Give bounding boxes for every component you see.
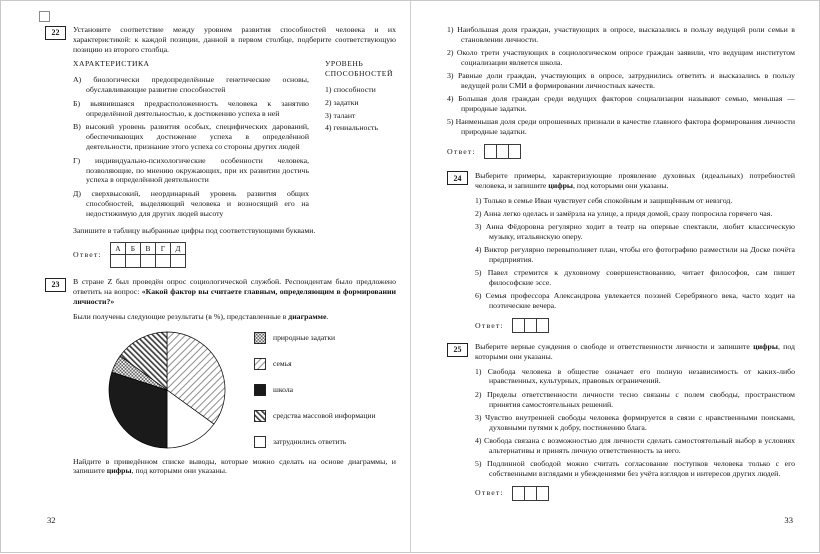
- answer-cell: [484, 144, 497, 159]
- item-text: Павел стремится к духовному совершенствованию, читает философов, сам пишет философские эссе.: [487, 268, 795, 288]
- answer-cells: [484, 144, 521, 159]
- characteristic-item: [73, 156, 309, 185]
- characteristic-item: [73, 189, 309, 218]
- answer-label: Ответ:: [475, 320, 504, 330]
- item-text: Свобода человека в обществе означает его полную независимость от каких-либо нравственных, культурных, правовых ограничений.: [487, 366, 796, 386]
- find-bold: цифры: [106, 466, 132, 476]
- intro-text: Выберите примеры, характеризующие проявление духовных (идеальных) потребностей человека, и запишите: [475, 170, 795, 190]
- item-letter: В): [73, 122, 81, 132]
- item-text: Подлинной свободой можно считать согласование поступков человека только с его собственными взглядами и убеждениями без учёта взглядов и интересов других людей.: [487, 459, 796, 478]
- item-number: 2): [475, 208, 482, 218]
- answer-cell: [509, 144, 521, 159]
- chart-legend: [254, 329, 376, 451]
- find-tail: , под которыми они указаны.: [131, 466, 227, 476]
- item-letter: Б): [73, 98, 81, 108]
- level-item: 3) талант: [325, 110, 356, 120]
- legend-label: затруднились ответить: [273, 436, 347, 446]
- item-text: выявившаяся предрасположенность человека к занятию определённой деятельностью, к достижению успеха в ней: [86, 98, 309, 118]
- pie-chart-block: [73, 329, 396, 451]
- intro-bold: цифры: [548, 180, 574, 190]
- answer-cell: [497, 144, 509, 159]
- page-right: [411, 1, 820, 554]
- answer-table-blanks: [110, 255, 185, 268]
- legend-label: природные задатки: [273, 332, 336, 342]
- results-period: .: [326, 311, 329, 321]
- answer-blank-cell: [140, 255, 155, 268]
- item-letter: Д): [73, 189, 81, 199]
- answer-label: Ответ:: [73, 250, 102, 260]
- intro-text: Выберите верные суждения о свободе и ответственности личности и запишите: [475, 342, 754, 352]
- task-25-intro: [475, 342, 795, 362]
- item-letter: Г): [73, 155, 81, 165]
- option-item: [475, 291, 795, 311]
- option-item: [475, 209, 795, 219]
- item-number: 6): [475, 291, 482, 301]
- item-number: 1): [447, 25, 454, 34]
- intro-question-bold: «Какой фактор вы считаете главным, определяющим в формировании личности?»: [73, 287, 397, 306]
- option-item: [447, 117, 795, 137]
- answer-letter-cell: Б: [125, 243, 140, 255]
- item-number: 2): [475, 389, 482, 399]
- item-letter: А): [73, 75, 82, 85]
- answer-blank-cell: [110, 255, 125, 268]
- task-22-note: Запишите в таблицу выбранные цифры под соответствующими буквами.: [73, 225, 316, 235]
- legend-item: [254, 332, 376, 344]
- task-25: [447, 342, 795, 501]
- legend-swatch-undecided: [254, 436, 266, 448]
- characteristic-item: [73, 122, 309, 151]
- option-item: [475, 367, 795, 387]
- task-24-intro: [475, 171, 795, 191]
- legend-swatch-mass-media: [254, 410, 266, 422]
- option-item: [475, 390, 795, 410]
- intro-tail: , под которыми они указаны.: [475, 342, 795, 361]
- item-text: Наименьшая доля среди опрошенных признали в качестве главного фактора формирования личности природные задатки.: [455, 117, 796, 137]
- intro-bold: цифры: [753, 342, 778, 352]
- item-number: 3): [447, 71, 454, 81]
- task-25-number-box: 25: [447, 343, 468, 357]
- results-text: Были получены следующие результаты (в %), представленные в: [73, 311, 289, 321]
- pie-chart: [106, 329, 228, 451]
- task-25-body: [475, 342, 795, 501]
- legend-item: [254, 358, 376, 370]
- answer-table: [110, 242, 186, 268]
- item-text: индивидуально-психологические особенности человека, позволяющие, по мнению окружающих, при их развитии достичь успеха в определённой деятельности: [86, 155, 309, 185]
- item-text: Семья профессора Александрова увлекается поэзией Серебряного века, часто ходит на поэтические вечера.: [485, 291, 795, 311]
- legend-label: школа: [273, 384, 294, 394]
- answer-cell: [525, 318, 537, 333]
- option-item: [475, 245, 795, 265]
- answer-cell: [525, 486, 537, 501]
- intro-tail: , под которыми они указаны.: [573, 180, 669, 190]
- legend-swatch-family: [254, 358, 266, 370]
- intro-text: В стране Z был проведён опрос социологической службой. Респондентам было предложено ответить на вопрос:: [73, 277, 396, 297]
- option-item: [475, 222, 795, 242]
- answer-letter-cell: Д: [170, 243, 185, 255]
- characteristics-header: ХАРАКТЕРИСТИКА: [73, 59, 150, 69]
- option-item: [475, 459, 795, 479]
- task-23-number-box: 23: [45, 278, 66, 292]
- option-item: [447, 25, 795, 45]
- legend-item: [254, 436, 376, 448]
- task-23-answer-row: [447, 144, 795, 159]
- option-item: [475, 413, 795, 433]
- item-text: Равные доли граждан, участвующих в опросе, затруднились ответить и высказались в пользу ведущей роли СМИ в формировании личностных качеств.: [457, 71, 795, 90]
- option-item: [475, 196, 795, 206]
- task-23-body: [73, 277, 396, 481]
- item-number: 3): [475, 412, 482, 422]
- task-23-options: [447, 25, 795, 159]
- answer-cell: [512, 486, 525, 501]
- legend-item: [254, 384, 376, 396]
- answer-label: Ответ:: [475, 488, 504, 498]
- answer-cells: [512, 486, 549, 501]
- task-25-answer-row: [475, 486, 795, 501]
- task-24-answer-row: [475, 318, 795, 333]
- item-text: биологически предопределённые генетические основы, обуславливающие развитие способностей: [86, 75, 309, 94]
- item-number: 1): [475, 366, 482, 376]
- item-number: 5): [447, 117, 454, 127]
- item-text: Пределы ответственности личности тесно связаны с полем свободы, пространством принятия самостоятельных решений.: [486, 389, 795, 409]
- answer-cell: [537, 486, 549, 501]
- matching-columns: [73, 59, 396, 222]
- answer-cell: [512, 318, 525, 333]
- task-24-number-box: 24: [447, 171, 468, 185]
- task-24-body: [475, 171, 795, 333]
- option-item: [475, 268, 795, 288]
- item-text: Анна Фёдоровна регулярно ходит в театр на оперные спектакли, любит классическую музыку, итальянскую оперу.: [485, 222, 795, 241]
- task-22: [45, 25, 396, 268]
- characteristic-item: [73, 99, 309, 119]
- item-number: 3): [475, 222, 482, 232]
- answer-letter-cell: А: [110, 243, 125, 255]
- characteristic-item: [73, 75, 309, 95]
- item-number: 4): [475, 245, 482, 255]
- task-22-answer-row: [73, 242, 396, 268]
- item-text: Большая доля граждан среди ведущих факторов социализации называют семью, меньшая — природные задатки.: [458, 94, 795, 114]
- find-text: Найдите в приведённом списке выводы, которые можно сделать на основе диаграммы, и запишите: [73, 456, 396, 476]
- answer-cells: [512, 318, 549, 333]
- legend-swatch-school: [254, 384, 266, 396]
- task-23: [45, 277, 396, 481]
- item-number: 5): [475, 459, 482, 468]
- answer-cell: [537, 318, 549, 333]
- legend-label: семья: [273, 358, 292, 368]
- item-text: высокий уровень развития особых, специфических дарований, обеспечивающих достижение успеха в определённой деятельности, признание этого успеха со стороны других людей: [85, 122, 309, 151]
- item-text: Около трети участвующих в социологическом опросе граждан заявили, что ведущим институтом социализации является школа.: [456, 48, 795, 67]
- option-item: [447, 48, 795, 68]
- item-text: Наибольшая доля граждан, участвующих в опросе, высказались в пользу ведущей роли семьи в становлении личности.: [457, 25, 795, 44]
- task-22-intro: Установите соответствие между уровнем развития способностей человека и их характеристикой: к каждой позиции, данной в первом столбце, подберите соответствующую позицию из второго столбца.: [73, 25, 396, 54]
- page-number-33: 33: [784, 515, 793, 526]
- levels-column: [325, 59, 396, 222]
- option-item: [475, 436, 795, 456]
- task-23-results-line: [73, 312, 396, 322]
- task-23-intro: [73, 277, 396, 306]
- answer-blank-cell: [170, 255, 185, 268]
- answer-table-letters: [110, 243, 185, 255]
- level-item: 4) гениальность: [325, 123, 379, 133]
- task-22-number-box: 22: [45, 26, 66, 40]
- legend-label: средства массовой информации: [273, 410, 376, 420]
- legend-item: [254, 410, 376, 422]
- item-text: сверхвысокий, неординарный уровень развития общих способностей, выделяющий человека и возносящий его на недостижимую для других людей высоту: [86, 189, 310, 218]
- item-number: 4): [475, 435, 482, 445]
- levels-header: УРОВЕНЬ СПОСОБНОСТЕЙ: [325, 59, 393, 79]
- task-23-find-line: [73, 457, 396, 477]
- legend-swatch-natural-aptitudes: [254, 332, 266, 344]
- task-22-body: [73, 25, 396, 268]
- task-24: [447, 171, 795, 333]
- option-item: [447, 71, 795, 91]
- item-number: 1): [475, 195, 482, 205]
- item-text: Виктор регулярно перевыполняет план, чтобы его фотографию разместили на Доске почёта предприятия.: [484, 245, 795, 265]
- level-item: 2) задатки: [325, 97, 359, 107]
- characteristics-column: [73, 59, 309, 222]
- option-item: [447, 94, 795, 114]
- level-item: 1) способности: [325, 84, 376, 94]
- answer-blank-cell: [155, 255, 170, 268]
- item-number: 5): [475, 268, 482, 278]
- item-text: Только в семье Иван чувствует себя спокойным и защищённым от невзгод.: [483, 195, 733, 205]
- answer-letter-cell: В: [140, 243, 155, 255]
- answer-label: Ответ:: [447, 146, 476, 156]
- answer-blank-cell: [125, 255, 140, 268]
- item-text: Свобода связана с возможностью для личности сделать самостоятельный выбор в условиях альтернативы и принять личную ответственность за него.: [484, 435, 795, 455]
- results-bold: диаграмме: [288, 311, 327, 321]
- answer-letter-cell: Г: [155, 243, 170, 255]
- item-text: Анна легко оделась и замёрзла на улице, а придя домой, сразу попросила горячего чая.: [483, 208, 773, 218]
- page-left: [1, 1, 410, 554]
- page-number-32: 32: [47, 515, 56, 526]
- item-number: 2): [447, 48, 454, 58]
- item-text: Чувство внутренней свободы человека формируется в связи с нравственными поисками, духовными путями к добру, постижению блага.: [485, 412, 795, 432]
- item-number: 4): [447, 94, 454, 104]
